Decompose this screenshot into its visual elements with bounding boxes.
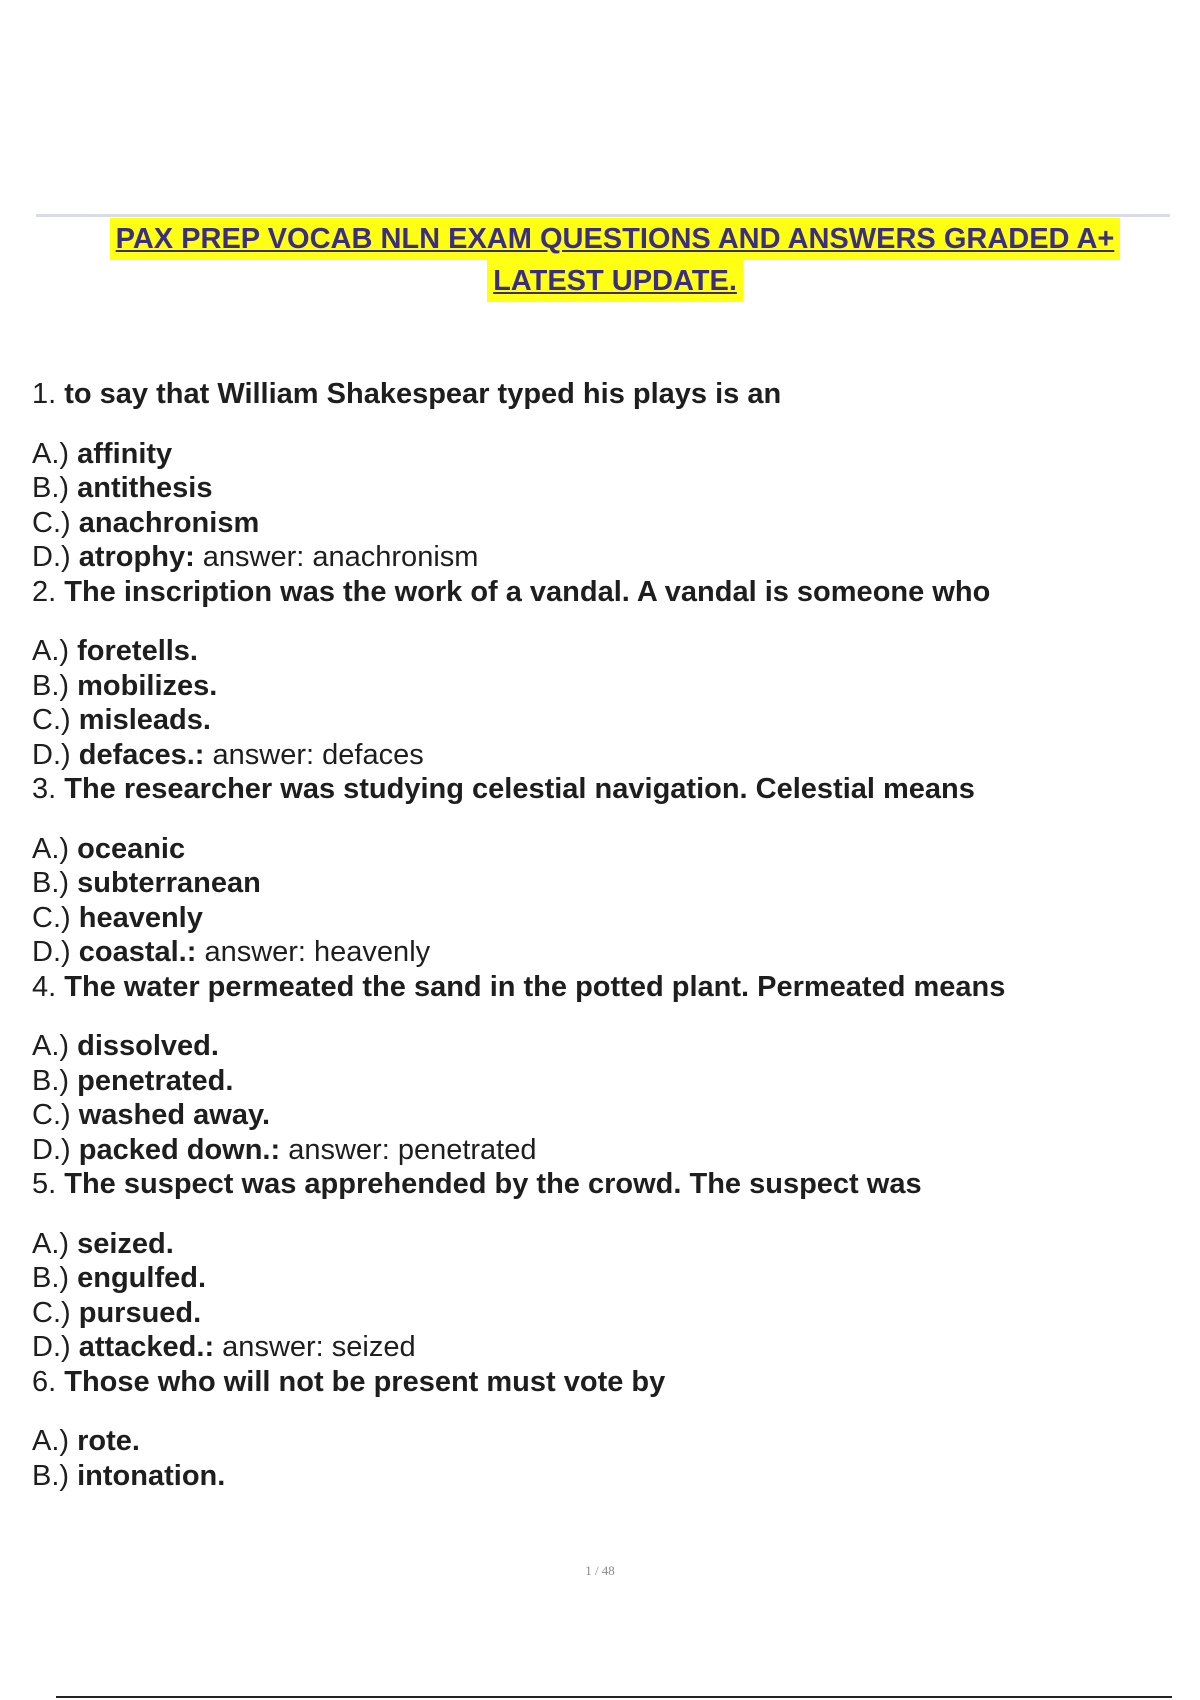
option-b [32,669,1172,704]
option-letter: B.) [32,669,70,702]
question-text: to say that William Shakespear typed his plays is an [56,378,782,410]
option-b [32,866,1172,901]
option-letter: C.) [32,704,71,736]
question-number: 1. [32,378,57,410]
document-title [60,218,1170,302]
option-text: subterranean [69,867,261,899]
option-c [32,506,1172,541]
answer-text: answer: heavenly [196,936,431,968]
question-stem [32,1167,1172,1202]
option-letter: C.) [32,1099,71,1131]
question-text: The water permeated the sand in the potted plant. Permeated means [56,970,1006,1003]
option-letter: D.) [32,1331,71,1363]
option-letter: A.) [32,1030,70,1062]
title-line-2: LATEST UPDATE. [487,260,743,302]
option-a [32,1227,1172,1262]
title-top-rule [36,214,1170,217]
option-text: attacked.: [70,1331,215,1363]
question-number: 5. [32,1168,57,1200]
option-letter: A.) [32,832,70,865]
option-d [32,738,1172,773]
page-bottom-rule [56,1696,1172,1698]
option-text: coastal.: [70,936,197,968]
option-c [32,1098,1172,1133]
option-text: foretells. [69,635,198,667]
question-number: 6. [32,1365,57,1398]
option-b [32,471,1172,506]
option-c [32,1296,1172,1331]
option-d [32,1133,1172,1168]
option-letter: D.) [32,1133,71,1166]
option-text: defaces.: [70,738,205,771]
option-d [32,935,1172,970]
option-letter: D.) [32,738,71,771]
question-4 [32,970,1172,1168]
option-text: misleads. [70,704,211,736]
option-letter: B.) [32,472,70,504]
answer-text: answer: penetrated [280,1133,537,1166]
option-b [32,1261,1172,1296]
option-letter: C.) [32,1296,71,1329]
option-text: affinity [69,437,173,470]
option-letter: D.) [32,541,71,573]
question-1 [32,377,1172,575]
question-stem [32,1365,1172,1400]
option-text: packed down.: [70,1133,281,1166]
question-stem [32,772,1172,807]
option-a [32,437,1172,472]
title-line-1: PAX PREP VOCAB NLN EXAM QUESTIONS AND ANSWERS GRADED A+ [110,218,1121,260]
option-text: washed away. [70,1099,271,1131]
option-a [32,1029,1172,1064]
option-letter: A.) [32,1227,70,1260]
option-letter: C.) [32,901,71,934]
question-text: The inscription was the work of a vandal. A vandal is someone who [56,575,991,608]
option-letter: B.) [32,1064,70,1097]
option-c [32,703,1172,738]
option-text: rote. [69,1425,140,1457]
option-letter: D.) [32,936,71,968]
question-stem [32,970,1172,1005]
option-d [32,540,1172,575]
option-text: mobilizes. [69,669,218,702]
option-text: atrophy: [70,541,195,573]
answer-text: answer: anachronism [194,541,479,573]
option-text: pursued. [70,1296,202,1329]
option-d [32,1330,1172,1365]
question-3 [32,772,1172,970]
question-stem [32,575,1172,610]
question-text: Those who will not be present must vote by [56,1365,666,1398]
option-text: oceanic [69,832,186,865]
option-b [32,1459,1172,1494]
option-text: anachronism [70,506,260,539]
option-letter: C.) [32,506,71,539]
question-number: 2. [32,575,57,608]
question-number: 3. [32,773,57,805]
question-6 [32,1365,1172,1494]
option-letter: A.) [32,1425,70,1457]
option-letter: B.) [32,1459,70,1492]
option-letter: B.) [32,1262,70,1294]
option-text: antithesis [69,472,213,504]
question-stem [32,377,1172,412]
question-list [32,377,1172,1493]
option-c [32,901,1172,936]
option-text: heavenly [70,901,203,934]
option-text: penetrated. [69,1064,234,1097]
question-5 [32,1167,1172,1365]
question-text: The researcher was studying celestial navigation. Celestial means [56,773,975,805]
option-text: intonation. [69,1459,226,1492]
option-letter: A.) [32,437,70,470]
option-letter: A.) [32,635,70,667]
option-a [32,832,1172,867]
question-text: The suspect was apprehended by the crowd. The suspect was [56,1168,922,1200]
option-text: seized. [69,1227,174,1260]
option-letter: B.) [32,867,70,899]
option-b [32,1064,1172,1099]
page-number: 1 / 48 [585,1563,615,1578]
question-2 [32,575,1172,773]
answer-text: answer: seized [214,1331,416,1363]
option-a [32,634,1172,669]
option-a [32,1424,1172,1459]
question-number: 4. [32,970,57,1003]
option-text: dissolved. [69,1030,219,1062]
option-text: engulfed. [69,1262,207,1294]
answer-text: answer: defaces [204,738,424,771]
